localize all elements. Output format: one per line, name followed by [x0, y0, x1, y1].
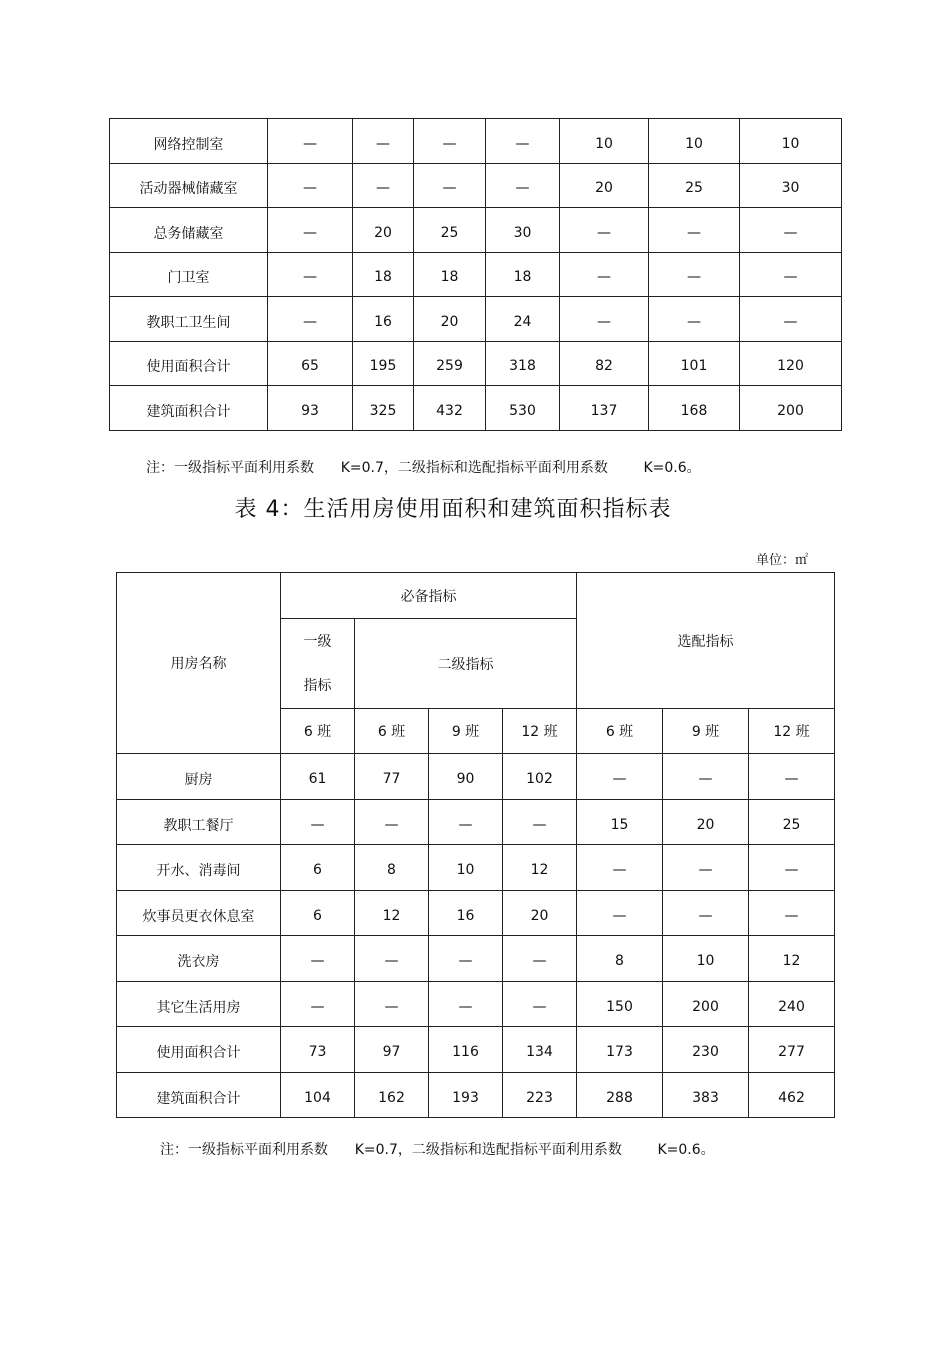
- table-cell: 173: [577, 1027, 663, 1073]
- table-cell: 97: [355, 1027, 429, 1073]
- table-cell: —: [429, 936, 503, 982]
- table-cell: —: [268, 297, 353, 342]
- row-label: 厨房: [117, 754, 281, 800]
- table-cell: 18: [414, 252, 486, 297]
- table-cell: 288: [577, 1072, 663, 1118]
- table-cell: —: [486, 163, 560, 208]
- table-cell: —: [353, 163, 414, 208]
- table-cell: 12: [503, 845, 577, 891]
- header-required-indicators: 必备指标: [281, 573, 577, 619]
- table-row: [117, 1072, 835, 1118]
- table-cell: —: [649, 297, 740, 342]
- table-cell: —: [486, 119, 560, 164]
- table-cell: —: [577, 845, 663, 891]
- table-cell: —: [663, 845, 749, 891]
- table-cell: —: [268, 208, 353, 253]
- table-row: [110, 252, 842, 297]
- table-row: [117, 799, 835, 845]
- table-cell: 8: [577, 936, 663, 982]
- table-cell: 101: [649, 341, 740, 386]
- header-class-count: 12 班: [749, 709, 835, 754]
- table-cell: —: [281, 981, 355, 1027]
- table-cell: —: [268, 119, 353, 164]
- table-cell: —: [649, 252, 740, 297]
- table-cell: 90: [429, 754, 503, 800]
- table-cell: —: [414, 163, 486, 208]
- table-cell: 116: [429, 1027, 503, 1073]
- table-cell: —: [355, 981, 429, 1027]
- table-cell: 10: [740, 119, 842, 164]
- table-cell: —: [281, 936, 355, 982]
- table-cell: 10: [429, 845, 503, 891]
- row-label: 活动器械储藏室: [110, 163, 268, 208]
- table-cell: 18: [486, 252, 560, 297]
- table-cell: 432: [414, 386, 486, 431]
- table-cell: —: [268, 252, 353, 297]
- table-cell: 240: [749, 981, 835, 1027]
- header-class-count: 12 班: [503, 709, 577, 754]
- table-cell: 30: [486, 208, 560, 253]
- table-cell: 137: [560, 386, 649, 431]
- table-cell: 120: [740, 341, 842, 386]
- row-label: 总务储藏室: [110, 208, 268, 253]
- table-cell: 383: [663, 1072, 749, 1118]
- table-cell: 168: [649, 386, 740, 431]
- header-class-count: 6 班: [577, 709, 663, 754]
- table-cell: 6: [281, 845, 355, 891]
- header-class-count: 6 班: [281, 709, 355, 754]
- table-cell: 24: [486, 297, 560, 342]
- table-cell: 20: [353, 208, 414, 253]
- table-cell: 193: [429, 1072, 503, 1118]
- table-cell: 195: [353, 341, 414, 386]
- table-cell: —: [740, 252, 842, 297]
- table-row: [110, 119, 842, 164]
- table-cell: 162: [355, 1072, 429, 1118]
- row-label: 建筑面积合计: [110, 386, 268, 431]
- table-cell: —: [503, 799, 577, 845]
- table-cell: 8: [355, 845, 429, 891]
- table-cell: —: [429, 981, 503, 1027]
- table-cell: —: [577, 754, 663, 800]
- table-cell: 65: [268, 341, 353, 386]
- table-cell: 10: [649, 119, 740, 164]
- table-cell: —: [649, 208, 740, 253]
- table-cell: 10: [663, 936, 749, 982]
- table-cell: —: [749, 890, 835, 936]
- table-cell: 15: [577, 799, 663, 845]
- row-label: 开水、消毒间: [117, 845, 281, 891]
- living-rooms-area-table: [116, 572, 835, 1118]
- table-cell: 10: [560, 119, 649, 164]
- table-cell: —: [749, 754, 835, 800]
- table-cell: —: [740, 208, 842, 253]
- header-level-2: 二级指标: [355, 619, 577, 709]
- table-4-footnote: 注：一级指标平面利用系数 K=0.7，二级指标和选配指标平面利用系数 K=0.6。: [160, 1142, 715, 1158]
- table-row: [117, 845, 835, 891]
- table-row: [110, 297, 842, 342]
- table-cell: 30: [740, 163, 842, 208]
- table-cell: 200: [740, 386, 842, 431]
- table-cell: —: [663, 754, 749, 800]
- table-cell: 325: [353, 386, 414, 431]
- table-cell: 18: [353, 252, 414, 297]
- table-cell: 134: [503, 1027, 577, 1073]
- table-cell: 61: [281, 754, 355, 800]
- table-cell: —: [281, 799, 355, 845]
- header-class-count: 9 班: [663, 709, 749, 754]
- table-cell: 82: [560, 341, 649, 386]
- table-cell: —: [355, 936, 429, 982]
- table-row: [117, 981, 835, 1027]
- table-cell: —: [353, 119, 414, 164]
- table-row: [117, 890, 835, 936]
- table-cell: —: [503, 936, 577, 982]
- table-cell: 6: [281, 890, 355, 936]
- table-cell: 73: [281, 1027, 355, 1073]
- header-level-1-line1: 一级: [303, 633, 332, 650]
- table-cell: —: [740, 297, 842, 342]
- table-3-footnote: 注：一级指标平面利用系数 K=0.7，二级指标和选配指标平面利用系数 K=0.6。: [146, 460, 701, 476]
- table-cell: 104: [281, 1072, 355, 1118]
- header-optional-indicators: 选配指标: [577, 573, 835, 709]
- table-cell: 93: [268, 386, 353, 431]
- header-room-name: 用房名称: [117, 573, 281, 754]
- table-cell: —: [749, 845, 835, 891]
- header-class-count: 9 班: [429, 709, 503, 754]
- table-cell: 77: [355, 754, 429, 800]
- table-cell: 20: [663, 799, 749, 845]
- table-cell: —: [355, 799, 429, 845]
- table-cell: 12: [749, 936, 835, 982]
- table-cell: 230: [663, 1027, 749, 1073]
- table-cell: 318: [486, 341, 560, 386]
- table-cell: —: [503, 981, 577, 1027]
- table-cell: —: [663, 890, 749, 936]
- table-cell: —: [268, 163, 353, 208]
- table-row: [117, 936, 835, 982]
- table-cell: 150: [577, 981, 663, 1027]
- table-cell: 530: [486, 386, 560, 431]
- table-cell: 16: [353, 297, 414, 342]
- table-cell: 259: [414, 341, 486, 386]
- row-label: 其它生活用房: [117, 981, 281, 1027]
- table-cell: 16: [429, 890, 503, 936]
- row-label: 网络控制室: [110, 119, 268, 164]
- table-cell: —: [560, 297, 649, 342]
- table-cell: 20: [503, 890, 577, 936]
- row-label: 教职工卫生间: [110, 297, 268, 342]
- table-cell: 25: [414, 208, 486, 253]
- row-label: 使用面积合计: [110, 341, 268, 386]
- table-row: [110, 208, 842, 253]
- header-level-1: [281, 619, 355, 709]
- table-row: [110, 341, 842, 386]
- header-level-1-line2: 指标: [303, 677, 332, 694]
- table-cell: 277: [749, 1027, 835, 1073]
- table-cell: —: [560, 252, 649, 297]
- row-label: 教职工餐厅: [117, 799, 281, 845]
- table-cell: 25: [749, 799, 835, 845]
- table-cell: —: [560, 208, 649, 253]
- table-cell: 102: [503, 754, 577, 800]
- table-cell: 462: [749, 1072, 835, 1118]
- row-label: 建筑面积合计: [117, 1072, 281, 1118]
- row-label: 炊事员更衣休息室: [117, 890, 281, 936]
- row-label: 使用面积合计: [117, 1027, 281, 1073]
- row-label: 洗衣房: [117, 936, 281, 982]
- table-4-title: 表 4：生活用房使用面积和建筑面积指标表: [234, 497, 672, 522]
- table-cell: 200: [663, 981, 749, 1027]
- table-4-unit: 单位：㎡: [756, 553, 809, 568]
- table-cell: —: [577, 890, 663, 936]
- table-cell: 25: [649, 163, 740, 208]
- table-row: [117, 754, 835, 800]
- table-cell: —: [429, 799, 503, 845]
- area-table-3-continued: [109, 118, 842, 431]
- table-row: [110, 386, 842, 431]
- table-cell: —: [414, 119, 486, 164]
- row-label: 门卫室: [110, 252, 268, 297]
- table-cell: 12: [355, 890, 429, 936]
- table-cell: 223: [503, 1072, 577, 1118]
- table-cell: 20: [414, 297, 486, 342]
- table-row: [117, 1027, 835, 1073]
- table-cell: 20: [560, 163, 649, 208]
- table-row: [110, 163, 842, 208]
- header-class-count: 6 班: [355, 709, 429, 754]
